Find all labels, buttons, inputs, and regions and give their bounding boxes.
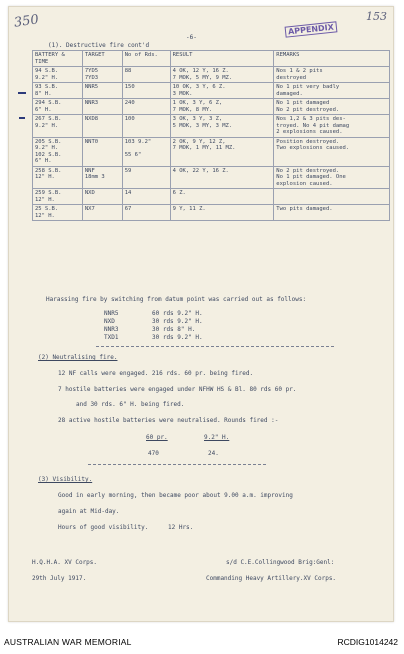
cell-result — [170, 205, 274, 221]
cell-target-line: NNF — [84, 167, 95, 174]
cell-remarks — [274, 166, 390, 189]
cell-target — [82, 137, 122, 166]
cell-battery — [33, 115, 83, 138]
destructive-fire-table — [32, 50, 390, 221]
cell-rounds-line: 14 — [124, 190, 132, 196]
divider — [88, 464, 266, 465]
cell-result-line: 5 MOK, 3 MY, 3 MZ. — [172, 122, 233, 129]
cell-result — [170, 67, 274, 83]
cell-battery-line: 267 S.B. — [35, 116, 62, 122]
cell-remarks-line: No 2 pit destroyed. — [276, 106, 340, 113]
cell-remarks-line — [276, 190, 387, 197]
cell-battery-line: 294 S.B. — [35, 100, 62, 106]
cell-rounds — [122, 83, 170, 99]
cell-remarks-line: troyed. No 4 pit damag — [276, 122, 350, 129]
cell-battery-line: 6" H. — [35, 106, 52, 113]
cell-rounds-line: 55 6" — [124, 151, 142, 158]
cell-remarks-line: Nos 1,2 & 3 pits des- — [276, 116, 346, 122]
cell-rounds-line: 100 — [124, 116, 135, 122]
cell-rounds — [122, 99, 170, 115]
cell-result — [170, 166, 274, 189]
table-header-row — [33, 51, 390, 67]
cell-result-line: 3 OK, 3 Y, 3 Z, — [172, 116, 223, 122]
cell-target-line: 7YD3 — [84, 74, 99, 81]
cell-battery-line: 9.2" H. — [35, 122, 59, 129]
cell-result-line: 4 OK, 22 Y, 16 Z. — [172, 167, 229, 174]
cell-battery — [33, 137, 83, 166]
cell-battery — [33, 99, 83, 115]
cell-remarks — [274, 115, 390, 138]
cell-result-line: 1 OK, 3 Y, 6 Z, — [172, 100, 223, 106]
cell-target — [82, 189, 122, 205]
header-battery: BATTERY & TIME — [33, 51, 83, 67]
cell-remarks-line: 2 explosions caused. — [276, 129, 343, 135]
harassing-target: NXD — [104, 318, 115, 325]
cell-remarks — [274, 137, 390, 166]
cell-rounds-line: 59 — [124, 167, 132, 174]
cell-target — [82, 166, 122, 189]
cell-battery-line: 25 S.B. — [35, 206, 59, 212]
harassing-detail: 60 rds 9.2" H. — [152, 310, 203, 317]
cell-battery-line: 259 S.B. — [35, 190, 62, 196]
visibility-hours-value: 12 Hrs. — [168, 524, 194, 531]
cell-result-line: 9 Y, 11 Z. — [172, 206, 206, 212]
table-row — [33, 115, 390, 138]
cell-remarks-line: No 1 pit damaged — [276, 100, 330, 106]
cell-battery — [33, 205, 83, 221]
cell-battery — [33, 166, 83, 189]
cell-target — [82, 205, 122, 221]
cell-result-line: 2 OK, 9 Y, 12 Z, — [172, 138, 226, 145]
cell-remarks — [274, 83, 390, 99]
footer-source: AUSTRALIAN WAR MEMORIAL — [4, 637, 132, 647]
cell-rounds — [122, 67, 170, 83]
cell-result — [170, 83, 274, 99]
cell-battery — [33, 83, 83, 99]
cell-target-line: NXD8 — [84, 116, 99, 122]
cell-battery-line: 9.2" H. — [35, 74, 59, 81]
table-row — [33, 166, 390, 189]
cell-remarks — [274, 67, 390, 83]
cell-rounds-line: 88 — [124, 68, 132, 74]
cell-remarks — [274, 189, 390, 205]
visibility-hours-label: Hours of good visibility. — [58, 524, 149, 531]
table-row — [33, 67, 390, 83]
cell-result — [170, 99, 274, 115]
handwritten-folio-number: 350 — [13, 12, 40, 31]
cell-remarks-line: No 1 pit damaged. One — [276, 174, 346, 180]
rounds-value-60pr: 470 — [148, 450, 159, 457]
harassing-target: TXD1 — [104, 334, 119, 341]
cell-result-line: 7 MOK, 1 MY, 11 MZ. — [172, 145, 236, 151]
divider — [96, 346, 334, 347]
cell-battery-line: 12" H. — [35, 174, 55, 180]
visibility-line-2: again at Mid-day. — [58, 508, 120, 515]
cell-remarks-line: explosion caused. — [276, 180, 333, 187]
cell-result-line: 7 MOK, 8 MY. — [172, 106, 213, 113]
cell-remarks-line: Position destroyed. — [276, 138, 340, 145]
cell-result-line: 10 OK, 3 Y, 6 Z. — [172, 84, 226, 90]
cell-remarks — [274, 205, 390, 221]
appendix-stamp: APPENDIX — [285, 21, 338, 37]
cell-target-line: 18mm 3 — [84, 174, 105, 180]
cell-rounds-line: 103 9.2" — [124, 138, 152, 145]
cell-target-line: NXD — [84, 190, 95, 196]
cell-remarks-line: Two pits damaged. — [276, 206, 333, 212]
harassing-target: NNR5 — [104, 310, 119, 317]
cell-target — [82, 115, 122, 138]
rounds-value-92: 24. — [208, 450, 219, 457]
rounds-header-60pr: 60 pr. — [146, 434, 168, 441]
cell-rounds — [122, 205, 170, 221]
cell-battery-line: 9.2" H. — [35, 145, 59, 151]
cell-result — [170, 137, 274, 166]
cell-target — [82, 67, 122, 83]
neutralising-heading: (2) Neutralising fire. — [38, 354, 118, 361]
harassing-detail: 30 rds 8" H. — [152, 326, 196, 333]
cell-rounds-line: 67 — [124, 206, 132, 212]
cell-battery-line: 205 S.B. — [35, 138, 62, 145]
header-remarks: REMARKS — [274, 51, 390, 67]
cell-battery-line: 102 S.B. — [35, 151, 62, 158]
cell-remarks-line: destroyed — [276, 74, 307, 81]
cell-target-line: NNT0 — [84, 138, 99, 145]
header-target: TARGET — [82, 51, 122, 67]
cell-remarks-line: Nos 1 & 2 pits — [276, 68, 323, 74]
cell-remarks-line: damaged. — [276, 90, 303, 97]
neutralising-line-3: and 30 rds. 6" H. being fired. — [76, 401, 185, 408]
page-number: -6- — [186, 34, 197, 41]
cell-battery-line: 6" H. — [35, 158, 52, 164]
cell-remarks-line: No 1 pit very badly — [276, 84, 340, 90]
cell-battery-line: 12" H. — [35, 212, 55, 219]
neutralising-line-2: 7 hostile batteries were engaged under NFHW HS & Bl. 80 rds 60 pr. — [58, 386, 297, 393]
cell-target — [82, 83, 122, 99]
signed-line: s/d C.E.Collingwood Brig:Genl: — [226, 559, 335, 566]
table-row — [33, 137, 390, 166]
cell-battery — [33, 189, 83, 205]
cell-result-line: 4 OK, 12 Y, 16 Z. — [172, 68, 229, 74]
harassing-target: NNR3 — [104, 326, 119, 333]
cell-result — [170, 189, 274, 205]
cell-rounds — [122, 137, 170, 166]
table-row — [33, 205, 390, 221]
neutralising-line-1: 12 NF calls were engaged. 216 rds. 60 pr. being fired. — [58, 370, 254, 377]
table-row — [33, 83, 390, 99]
date-line: 29th July 1917. — [32, 575, 87, 582]
cell-result-line: 7 MOK, 5 MY, 9 MZ. — [172, 74, 233, 81]
cell-target-line: NX7 — [84, 206, 95, 212]
cell-battery-line: 12" H. — [35, 196, 55, 203]
cell-target-line: 7YD5 — [84, 68, 99, 74]
cell-battery-line: 94 S.B. — [35, 68, 59, 74]
cell-rounds-line: 240 — [124, 100, 135, 106]
cell-target-line: NNR3 — [84, 100, 99, 106]
cell-battery-line: 258 S.B. — [35, 167, 62, 174]
cell-remarks-line: Two explosions caused. — [276, 145, 350, 151]
harassing-detail: 30 rds 9.2" H. — [152, 334, 203, 341]
harassing-intro: Harassing fire by switching from datum point was carried out as follows: — [46, 296, 307, 303]
visibility-line-1: Good in early morning, then became poor about 9.00 a.m. improving — [58, 492, 293, 499]
cell-rounds — [122, 166, 170, 189]
table-row — [33, 189, 390, 205]
harassing-detail: 30 rds 9.2" H. — [152, 318, 203, 325]
header-rounds: No of Rds. — [122, 51, 170, 67]
cell-result — [170, 115, 274, 138]
table-row — [33, 99, 390, 115]
rounds-header-92: 9.2" H. — [204, 434, 230, 441]
visibility-heading: (3) Visibility. — [38, 476, 93, 483]
cell-target — [82, 99, 122, 115]
origin-line: H.Q.H.A. XV Corps. — [32, 559, 98, 566]
ink-margin-mark — [19, 117, 25, 119]
section-heading: (1). Destructive fire cont'd — [48, 42, 150, 49]
cell-result-line: 6 Z. — [172, 190, 186, 196]
cell-remarks — [274, 99, 390, 115]
cell-rounds — [122, 189, 170, 205]
ink-margin-mark — [18, 92, 26, 94]
cell-target-line: NNR5 — [84, 84, 99, 90]
cell-result-line: 3 MOK. — [172, 90, 193, 97]
header-result: RESULT — [170, 51, 274, 67]
cell-rounds-line: 150 — [124, 84, 135, 90]
cell-remarks-line: No 2 pit destroyed. — [276, 167, 340, 174]
cell-rounds — [122, 115, 170, 138]
cell-battery-line: 93 S.B. — [35, 84, 59, 90]
neutralising-line-4: 28 active hostile batteries were neutralised. Rounds fired :- — [58, 417, 279, 424]
footer-record-id: RCDIG1014242 — [337, 637, 398, 647]
role-line: Commanding Heavy Artillery.XV Corps. — [206, 575, 337, 582]
cell-battery-line: 8" H. — [35, 90, 52, 97]
handwritten-page-number: 153 — [366, 10, 387, 23]
cell-battery — [33, 67, 83, 83]
